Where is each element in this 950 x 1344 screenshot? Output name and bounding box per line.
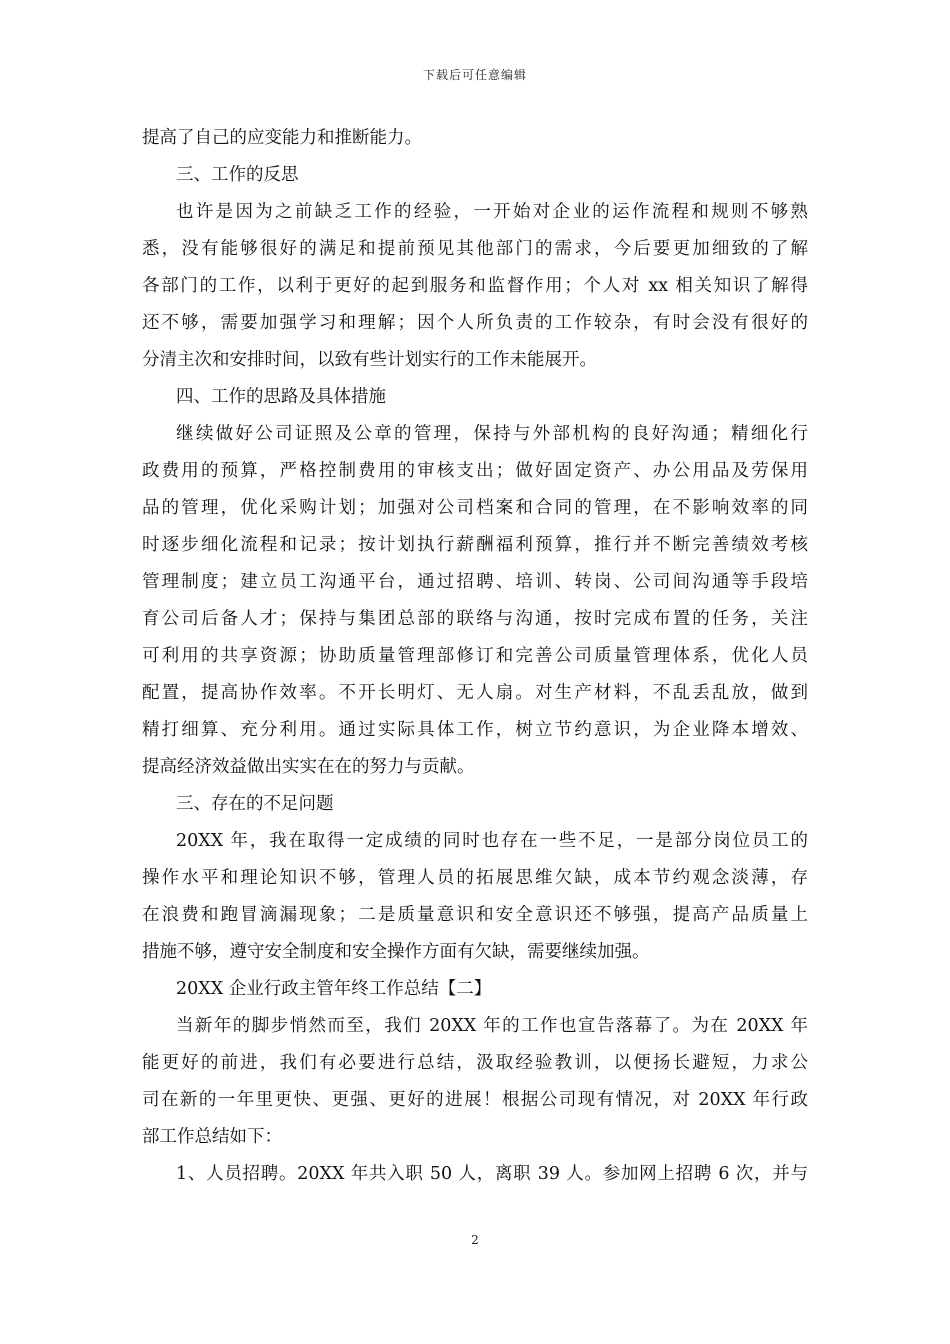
text-line: 悉，没有能够很好的满足和提前预见其他部门的需求，今后要更加细致的了解 (142, 239, 808, 259)
text-line: 配置，提高协作效率。不开长明灯、无人扇。对生产材料，不乱丢乱放，做到 (142, 683, 808, 703)
section-heading: 20XX 企业行政主管年终工作总结【二】 (176, 979, 492, 999)
text-line: 在浪费和跑冒滴漏现象；二是质量意识和安全意识还不够强，提高产品质量上 (142, 905, 808, 925)
text-line: 措施不够，遵守安全制度和安全操作方面有欠缺，需要继续加强。 (142, 942, 650, 962)
section-heading: 三、存在的不足问题 (176, 794, 334, 814)
page-number: 2 (471, 1233, 479, 1247)
text-line: 可利用的共享资源；协助质量管理部修订和完善公司质量管理体系，优化人员 (142, 646, 808, 666)
text-line: 时逐步细化流程和记录；按计划执行薪酬福利预算，推行并不断完善绩效考核 (142, 535, 808, 555)
text-line: 精打细算、充分利用。通过实际具体工作，树立节约意识，为企业降本增效、 (142, 720, 808, 740)
text-line: 品的管理，优化采购计划；加强对公司档案和合同的管理，在不影响效率的同 (142, 498, 808, 518)
text-line: 分清主次和安排时间，以致有些计划实行的工作未能展开。 (142, 350, 597, 370)
text-line: 当新年的脚步悄然而至，我们 20XX 年的工作也宣告落幕了。为在 20XX 年 (176, 1016, 808, 1036)
page-header: 下载后可任意编辑 (422, 68, 527, 82)
text-line: 还不够，需要加强学习和理解；因个人所负责的工作较杂，有时会没有很好的 (142, 313, 808, 333)
text-line: 提高经济效益做出实实在在的努力与贡献。 (142, 757, 475, 777)
text-line: 操作水平和理论知识不够，管理人员的拓展思维欠缺，成本节约观念淡薄，存 (142, 868, 808, 888)
text-line: 管理制度；建立员工沟通平台，通过招聘、培训、转岗、公司间沟通等手段培 (142, 572, 808, 592)
text-line: 育公司后备人才；保持与集团总部的联络与沟通，按时完成布置的任务，关注 (142, 609, 808, 629)
text-line: 部工作总结如下： (142, 1127, 282, 1147)
text-line: 提高了自己的应变能力和推断能力。 (142, 128, 422, 148)
document-body (142, 120, 808, 1193)
text-line: 也许是因为之前缺乏工作的经验，一开始对企业的运作流程和规则不够熟 (176, 202, 808, 222)
text-line: 能更好的前进，我们有必要进行总结，汲取经验教训，以便扬长避短，力求公 (142, 1053, 808, 1073)
text-line: 继续做好公司证照及公章的管理，保持与外部机构的良好沟通；精细化行 (176, 424, 808, 444)
text-line: 20XX 年，我在取得一定成绩的同时也存在一些不足，一是部分岗位员工的 (176, 831, 808, 851)
text-line: 司在新的一年里更快、更强、更好的进展！根据公司现有情况，对 20XX 年行政 (142, 1090, 808, 1110)
section-heading: 三、工作的反思 (176, 165, 299, 185)
text-line: 各部门的工作，以利于更好的起到服务和监督作用；个人对 xx 相关知识了解得 (142, 276, 808, 296)
text-line: 政费用的预算，严格控制费用的审核支出；做好固定资产、办公用品及劳保用 (142, 461, 808, 481)
section-heading: 四、工作的思路及具体措施 (176, 387, 386, 407)
text-line: 1、人员招聘。20XX 年共入职 50 人，离职 39 人。参加网上招聘 6 次，并与 (176, 1164, 808, 1184)
